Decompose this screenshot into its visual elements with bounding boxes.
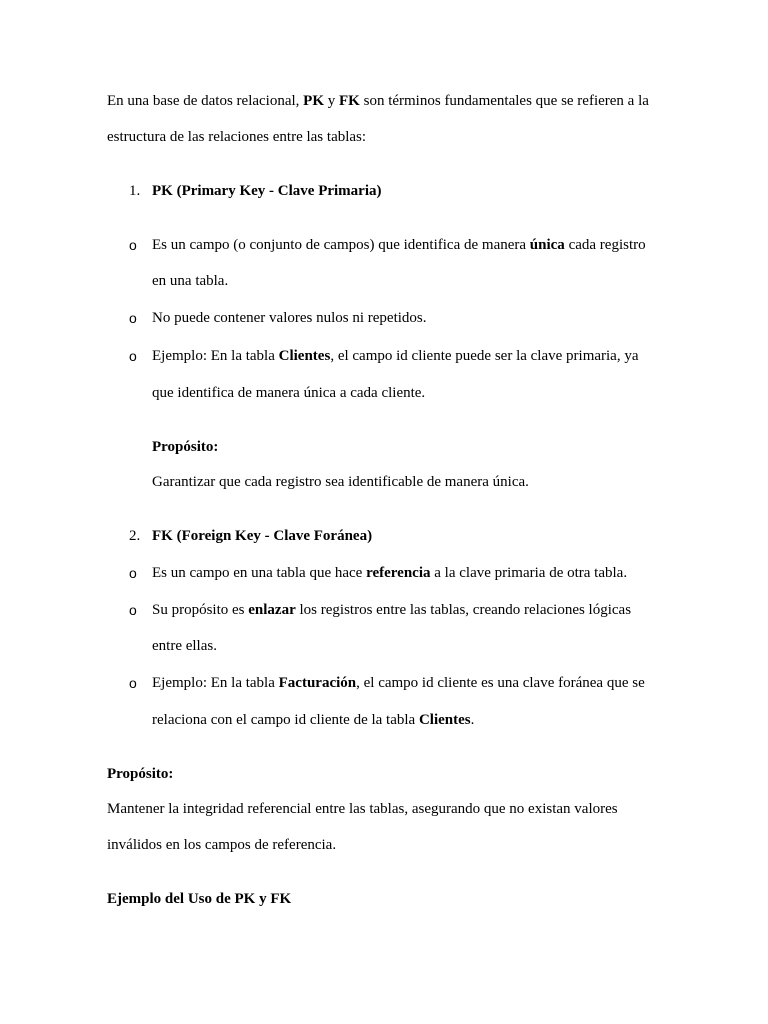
- purpose-line-2: inválidos en los campos de referencia.: [107, 837, 337, 853]
- fk-bullet-text: , el campo id cliente es una clave foránea que se: [356, 675, 645, 691]
- pk-bullet-bold: única: [529, 237, 565, 253]
- fk-bullet-bold: enlazar: [248, 602, 296, 618]
- pk-purpose-text: Garantizar que cada registro sea identificable de manera única.: [152, 474, 529, 490]
- pk-bullet-text: , el campo id cliente puede ser la clave primaria, ya: [330, 348, 639, 364]
- intro-text: y: [324, 93, 340, 109]
- intro-text: son términos fundamentales que se refieren a la: [359, 93, 649, 109]
- pk-bullet-text: Es un campo (o conjunto de campos) que identifica de manera: [152, 237, 530, 253]
- pk-bullet-text: cada registro: [564, 237, 646, 253]
- fk-bullet-3-cont: [152, 711, 474, 729]
- fk-bullet-bold: Facturación: [278, 675, 357, 691]
- intro-fk-term: FK: [339, 93, 360, 109]
- bullet-marker: o: [129, 237, 137, 253]
- bullet-marker: o: [129, 675, 137, 691]
- pk-bullet-2: No puede contener valores nulos ni repetidos.: [152, 310, 427, 326]
- intro-text: En una base de datos relacional,: [107, 93, 304, 109]
- intro-pk-term: PK: [303, 93, 325, 109]
- fk-bullet-text: Su propósito es: [152, 602, 249, 618]
- fk-bullet-text: .: [470, 712, 475, 728]
- fk-bullet-text: a la clave primaria de otra tabla.: [430, 565, 628, 581]
- pk-bullet-bold: Clientes: [278, 348, 331, 364]
- bullet-marker: o: [129, 602, 137, 618]
- purpose-line-1: Mantener la integridad referencial entre las tablas, asegurando que no existan valores: [107, 801, 618, 817]
- pk-bullet-1-cont: en una tabla.: [152, 273, 229, 289]
- bullet-marker: o: [129, 348, 137, 364]
- fk-bullet-3: [152, 674, 645, 692]
- bullet-marker: o: [129, 310, 137, 326]
- fk-bullet-text: relaciona con el campo id cliente de la tabla: [152, 712, 419, 728]
- fk-bullet-text: los registros entre las tablas, creando relaciones lógicas: [295, 602, 632, 618]
- fk-bullet-text: Ejemplo: En la tabla: [152, 675, 279, 691]
- purpose-label: Propósito:: [107, 766, 174, 782]
- fk-bullet-2: [152, 601, 631, 619]
- pk-bullet-3: [152, 347, 639, 365]
- fk-bullet-text: Es un campo en una tabla que hace: [152, 565, 367, 581]
- example-heading: Ejemplo del Uso de PK y FK: [107, 891, 292, 907]
- bullet-marker: o: [129, 565, 137, 581]
- fk-bullet-bold: referencia: [366, 565, 431, 581]
- fk-heading: FK (Foreign Key - Clave Foránea): [152, 528, 373, 544]
- fk-list-number: 2.: [129, 528, 141, 544]
- fk-bullet-bold: Clientes: [418, 712, 471, 728]
- fk-bullet-1: [152, 564, 627, 582]
- intro-line-1: [107, 92, 649, 110]
- intro-line-2: estructura de las relaciones entre las tablas:: [107, 129, 367, 145]
- pk-list-number: 1.: [129, 183, 141, 199]
- pk-heading: PK (Primary Key - Clave Primaria): [152, 183, 382, 199]
- pk-bullet-3-cont: que identifica de manera única a cada cliente.: [152, 385, 426, 401]
- pk-bullet-1: [152, 236, 646, 254]
- pk-bullet-text: Ejemplo: En la tabla: [152, 348, 279, 364]
- pk-purpose-label: Propósito:: [152, 439, 219, 455]
- fk-bullet-2-cont: entre ellas.: [152, 638, 217, 654]
